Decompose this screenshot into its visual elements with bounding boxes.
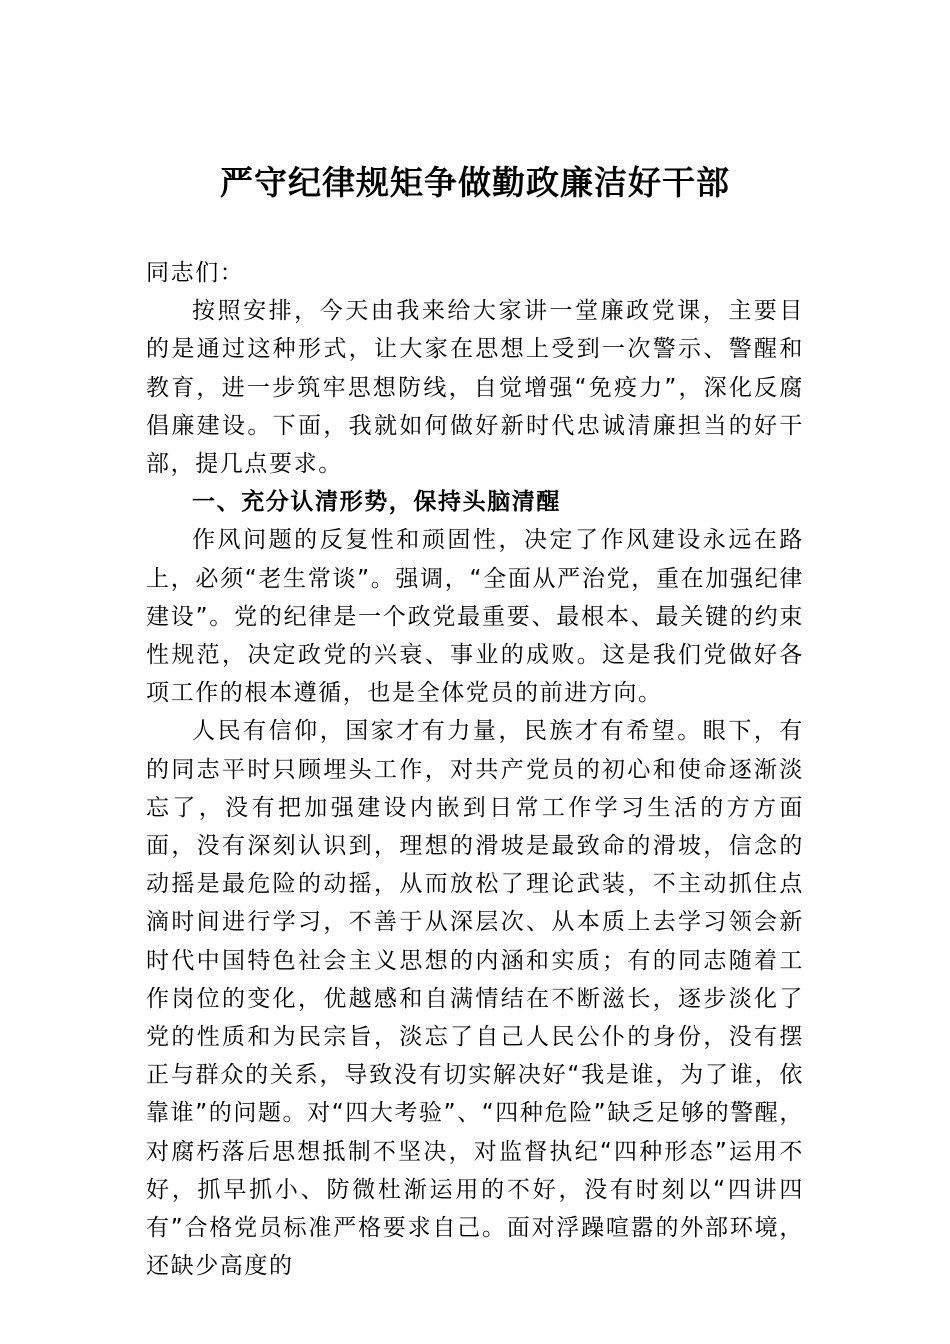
- document-body: [146, 254, 804, 1285]
- document-title: 严守纪律规矩争做勤政廉洁好干部: [220, 163, 730, 202]
- paragraph-section-1-b: 人民有信仰，国家才有力量，民族才有希望。眼下，有的同志平时只顾埋头工作，对共产党员的初心和使命逐渐淡忘了，没有把加强建设内嵌到日常工作学习生活的方方面面，没有深刻认识到，理想的滑坡是最致命的滑坡，信念的动摇是最危险的动摇，从而放松了理论武装，不主动抓住点滴时间进行学习，不善于从深层次、从本质上去学习领会新时代中国特色社会主义思想的内涵和实质；有的同志随着工作岗位的变化，优越感和自满情结在不断滋长，逐步淡化了党的性质和为民宗旨，淡忘了自己人民公仆的身份，没有摆正与群众的关系，导致没有切实解决好“我是谁，为了谁，依靠谁”的问题。对“四大考验”、“四种危险”缺乏足够的警醒，对腐朽落后思想抵制不坚决，对监督执纪“四种形态”运用不好，抓早抓小、防微杜渐运用的不好，没有时刻以“四讲四有”合格党员标准严格要求自己。面对浮躁喧嚣的外部环境，还缺少高度的: [146, 718, 804, 1280]
- salutation: 同志们：: [146, 260, 245, 286]
- section-heading-1: 一、充分认清形势，保持头脑清醒: [192, 489, 561, 516]
- paragraph-section-1-a: 作风问题的反复性和顽固性，决定了作风建设永远在路上，必须“老生常谈”。强调，“全面从严治党，重在加强纪律建设”。党的纪律是一个政党最重要、最根本、最关键的约束性规范，决定政党的兴衰、事业的成败。这是我们党做好各项工作的根本遵循，也是全体党员的前进方向。: [146, 527, 804, 707]
- paragraph-intro: 按照安排，今天由我来给大家讲一堂廉政党课，主要目的是通过这种形式，让大家在思想上受到一次警示、警醒和教育，进一步筑牢思想防线，自觉增强“免疫力”，深化反腐倡廉建设。下面，我就如何做好新时代忠诚清廉担当的好干部，提几点要求。: [146, 298, 804, 478]
